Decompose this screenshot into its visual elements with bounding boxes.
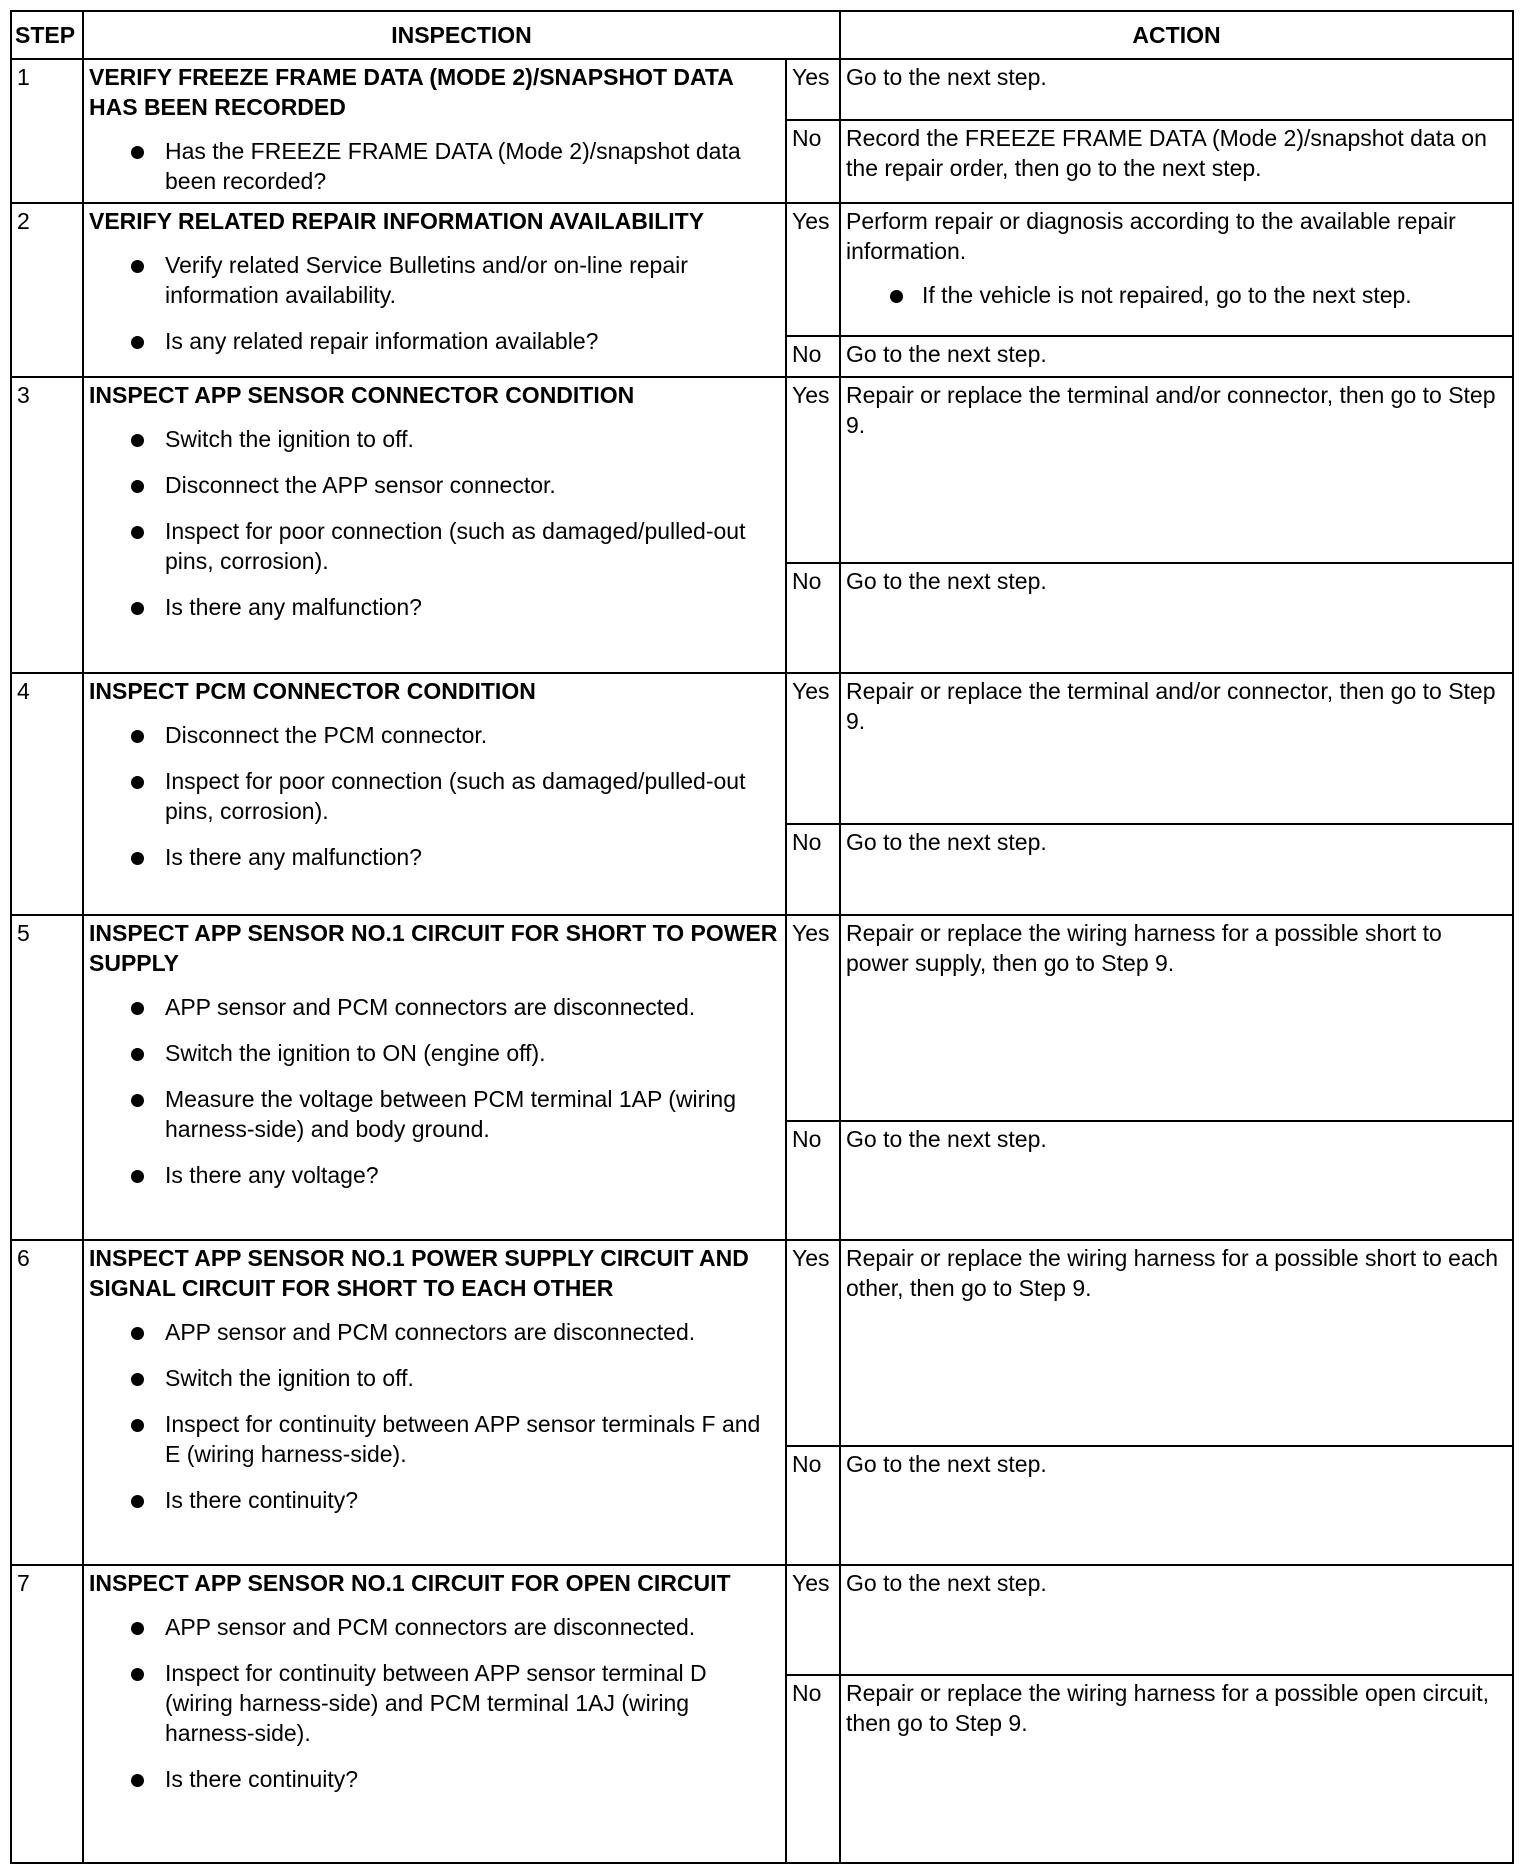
inspection-bullet — [89, 766, 780, 826]
table-row — [11, 377, 1513, 563]
inspection-bullet-list — [89, 250, 780, 356]
no-action-cell — [840, 1446, 1513, 1565]
no-action-text: Go to the next step. — [846, 1451, 1047, 1477]
inspection-cell — [83, 915, 786, 1240]
yes-label: Yes — [786, 915, 840, 1121]
no-label: No — [786, 120, 840, 203]
inspection-bullet-list — [89, 992, 780, 1190]
no-action-text: Go to the next step. — [846, 1126, 1047, 1152]
bullet-dot-icon — [890, 290, 903, 303]
diagnostic-steps — [11, 59, 1513, 1863]
yes-label: Yes — [786, 1565, 840, 1675]
bullet-text: Inspect for poor connection (such as damaged/pulled-out pins, corrosion). — [165, 768, 746, 824]
inspection-column-header: INSPECTION — [83, 11, 840, 59]
inspection-bullet-list — [89, 1612, 780, 1794]
bullet-dot-icon — [131, 336, 144, 349]
step-number: 7 — [11, 1565, 83, 1863]
bullet-text: Switch the ignition to ON (engine off). — [165, 1040, 546, 1066]
inspection-bullet — [89, 1764, 780, 1794]
step-number: 6 — [11, 1240, 83, 1565]
bullet-dot-icon — [131, 480, 144, 493]
yes-action-text: Repair or replace the terminal and/or connector, then go to Step 9. — [846, 678, 1496, 734]
yes-action-text: Go to the next step. — [846, 64, 1047, 90]
table-row — [11, 1240, 1513, 1446]
inspection-title: VERIFY FREEZE FRAME DATA (MODE 2)/SNAPSHOT DATA HAS BEEN RECORDED — [89, 64, 734, 120]
bullet-text: APP sensor and PCM connectors are disconnected. — [165, 994, 696, 1020]
inspection-bullet — [89, 470, 780, 500]
yes-action-text: Repair or replace the terminal and/or connector, then go to Step 9. — [846, 382, 1496, 438]
action-bullet-list — [846, 280, 1507, 310]
bullet-dot-icon — [131, 1622, 144, 1635]
inspection-cell — [83, 203, 786, 377]
yes-action-cell — [840, 377, 1513, 563]
inspection-bullet — [89, 1658, 780, 1748]
table-row — [11, 915, 1513, 1121]
table-row — [11, 673, 1513, 824]
yes-action-cell — [840, 59, 1513, 120]
bullet-text: Disconnect the APP sensor connector. — [165, 472, 556, 498]
inspection-cell — [83, 1565, 786, 1863]
inspection-title: INSPECT APP SENSOR NO.1 CIRCUIT FOR SHORT TO POWER SUPPLY — [89, 920, 778, 976]
bullet-dot-icon — [131, 1094, 144, 1107]
inspection-cell — [83, 59, 786, 203]
bullet-dot-icon — [131, 260, 144, 273]
bullet-dot-icon — [131, 1002, 144, 1015]
yes-action-cell — [840, 673, 1513, 824]
bullet-text: Is there any voltage? — [165, 1162, 379, 1188]
yes-label: Yes — [786, 377, 840, 563]
bullet-text: APP sensor and PCM connectors are disconnected. — [165, 1614, 696, 1640]
inspection-cell — [83, 673, 786, 915]
no-label: No — [786, 1675, 840, 1863]
bullet-dot-icon — [131, 1774, 144, 1787]
diagnostic-table — [10, 10, 1514, 1864]
bullet-text: Is there continuity? — [165, 1766, 359, 1792]
yes-action-cell — [840, 915, 1513, 1121]
inspection-title: INSPECT APP SENSOR NO.1 CIRCUIT FOR OPEN CIRCUIT — [89, 1570, 731, 1596]
inspection-bullet — [89, 992, 780, 1022]
yes-action-cell — [840, 1240, 1513, 1446]
no-action-text: Go to the next step. — [846, 829, 1047, 855]
table-row — [11, 1565, 1513, 1675]
action-bullet-text: If the vehicle is not repaired, go to the next step. — [922, 282, 1412, 308]
bullet-dot-icon — [131, 146, 144, 159]
bullet-dot-icon — [131, 776, 144, 789]
bullet-dot-icon — [131, 1048, 144, 1061]
no-action-cell — [840, 120, 1513, 203]
no-action-text: Record the FREEZE FRAME DATA (Mode 2)/snapshot data on the repair order, then go to the next step. — [846, 124, 1487, 181]
action-bullet — [846, 280, 1507, 310]
bullet-dot-icon — [131, 602, 144, 615]
bullet-text: Inspect for continuity between APP sensor terminals F and E (wiring harness-side). — [165, 1411, 761, 1467]
yes-action-cell — [840, 1565, 1513, 1675]
no-action-cell — [840, 336, 1513, 377]
inspection-bullet-list — [89, 424, 780, 622]
bullet-dot-icon — [131, 434, 144, 447]
bullet-text: Is there any malfunction? — [165, 594, 422, 620]
bullet-text: Inspect for continuity between APP sensor terminal D (wiring harness-side) and PCM terminal 1AJ (wiring harness-side). — [165, 1660, 707, 1746]
inspection-bullet-list — [89, 1317, 780, 1515]
inspection-bullet — [89, 1160, 780, 1190]
bullet-dot-icon — [131, 1373, 144, 1386]
inspection-title: INSPECT APP SENSOR CONNECTOR CONDITION — [89, 382, 635, 408]
step-number: 5 — [11, 915, 83, 1240]
step-number: 4 — [11, 673, 83, 915]
table-row — [11, 59, 1513, 120]
inspection-bullet — [89, 1409, 780, 1469]
table-header-row — [11, 11, 1513, 59]
bullet-text: Is there continuity? — [165, 1487, 359, 1513]
no-action-cell — [840, 1121, 1513, 1240]
bullet-dot-icon — [131, 1170, 144, 1183]
no-label: No — [786, 824, 840, 915]
inspection-bullet — [89, 424, 780, 454]
no-action-text: Go to the next step. — [846, 341, 1047, 367]
yes-action-text: Go to the next step. — [846, 1570, 1047, 1596]
inspection-bullet-list — [89, 720, 780, 872]
bullet-text: Measure the voltage between PCM terminal 1AP (wiring harness-side) and body ground. — [165, 1086, 737, 1142]
yes-label: Yes — [786, 203, 840, 336]
bullet-text: Disconnect the PCM connector. — [165, 722, 488, 748]
bullet-text: Is any related repair information available? — [165, 328, 599, 354]
inspection-bullet — [89, 516, 780, 576]
no-label: No — [786, 1446, 840, 1565]
yes-label: Yes — [786, 673, 840, 824]
bullet-text: APP sensor and PCM connectors are disconnected. — [165, 1319, 696, 1345]
bullet-text: Has the FREEZE FRAME DATA (Mode 2)/snapshot data been recorded? — [165, 138, 741, 194]
no-action-text: Go to the next step. — [846, 568, 1047, 594]
inspection-bullet — [89, 1612, 780, 1642]
no-label: No — [786, 336, 840, 377]
inspection-title: INSPECT APP SENSOR NO.1 POWER SUPPLY CIRCUIT AND SIGNAL CIRCUIT FOR SHORT TO EACH OTHER — [89, 1245, 749, 1301]
inspection-title: VERIFY RELATED REPAIR INFORMATION AVAILABILITY — [89, 208, 705, 234]
inspection-bullet — [89, 720, 780, 750]
bullet-dot-icon — [131, 1495, 144, 1508]
step-number: 1 — [11, 59, 83, 203]
inspection-bullet — [89, 1038, 780, 1068]
no-label: No — [786, 1121, 840, 1240]
bullet-dot-icon — [131, 1419, 144, 1432]
bullet-text: Verify related Service Bulletins and/or on-line repair information availability. — [165, 252, 688, 308]
table-row — [11, 203, 1513, 336]
yes-action-cell — [840, 203, 1513, 336]
yes-action-text: Repair or replace the wiring harness for a possible short to each other, then go to Step 9. — [846, 1245, 1499, 1301]
bullet-text: Switch the ignition to off. — [165, 1365, 414, 1391]
bullet-text: Switch the ignition to off. — [165, 426, 414, 452]
no-action-text: Repair or replace the wiring harness for a possible open circuit, then go to Step 9. — [846, 1680, 1490, 1736]
inspection-bullet — [89, 1485, 780, 1515]
inspection-cell — [83, 377, 786, 673]
bullet-text: Inspect for poor connection (such as damaged/pulled-out pins, corrosion). — [165, 518, 746, 574]
inspection-bullet — [89, 1084, 780, 1144]
no-action-cell — [840, 824, 1513, 915]
bullet-dot-icon — [131, 526, 144, 539]
no-label: No — [786, 563, 840, 673]
yes-action-text: Perform repair or diagnosis according to the available repair information. — [846, 208, 1456, 264]
inspection-cell — [83, 1240, 786, 1565]
step-number: 2 — [11, 203, 83, 377]
inspection-bullet-list — [89, 136, 780, 196]
bullet-dot-icon — [131, 852, 144, 865]
inspection-title: INSPECT PCM CONNECTOR CONDITION — [89, 678, 536, 704]
inspection-bullet — [89, 1317, 780, 1347]
action-column-header: ACTION — [840, 11, 1513, 59]
bullet-text: Is there any malfunction? — [165, 844, 422, 870]
step-number: 3 — [11, 377, 83, 673]
yes-label: Yes — [786, 59, 840, 120]
inspection-bullet — [89, 326, 780, 356]
inspection-bullet — [89, 592, 780, 622]
step-column-header: STEP — [11, 11, 83, 59]
bullet-dot-icon — [131, 1668, 144, 1681]
inspection-bullet — [89, 842, 780, 872]
yes-action-text: Repair or replace the wiring harness for a possible short to power supply, then go to Step 9. — [846, 920, 1442, 976]
bullet-dot-icon — [131, 730, 144, 743]
yes-label: Yes — [786, 1240, 840, 1446]
inspection-bullet — [89, 136, 780, 196]
no-action-cell — [840, 563, 1513, 673]
inspection-bullet — [89, 250, 780, 310]
no-action-cell — [840, 1675, 1513, 1863]
bullet-dot-icon — [131, 1327, 144, 1340]
inspection-bullet — [89, 1363, 780, 1393]
